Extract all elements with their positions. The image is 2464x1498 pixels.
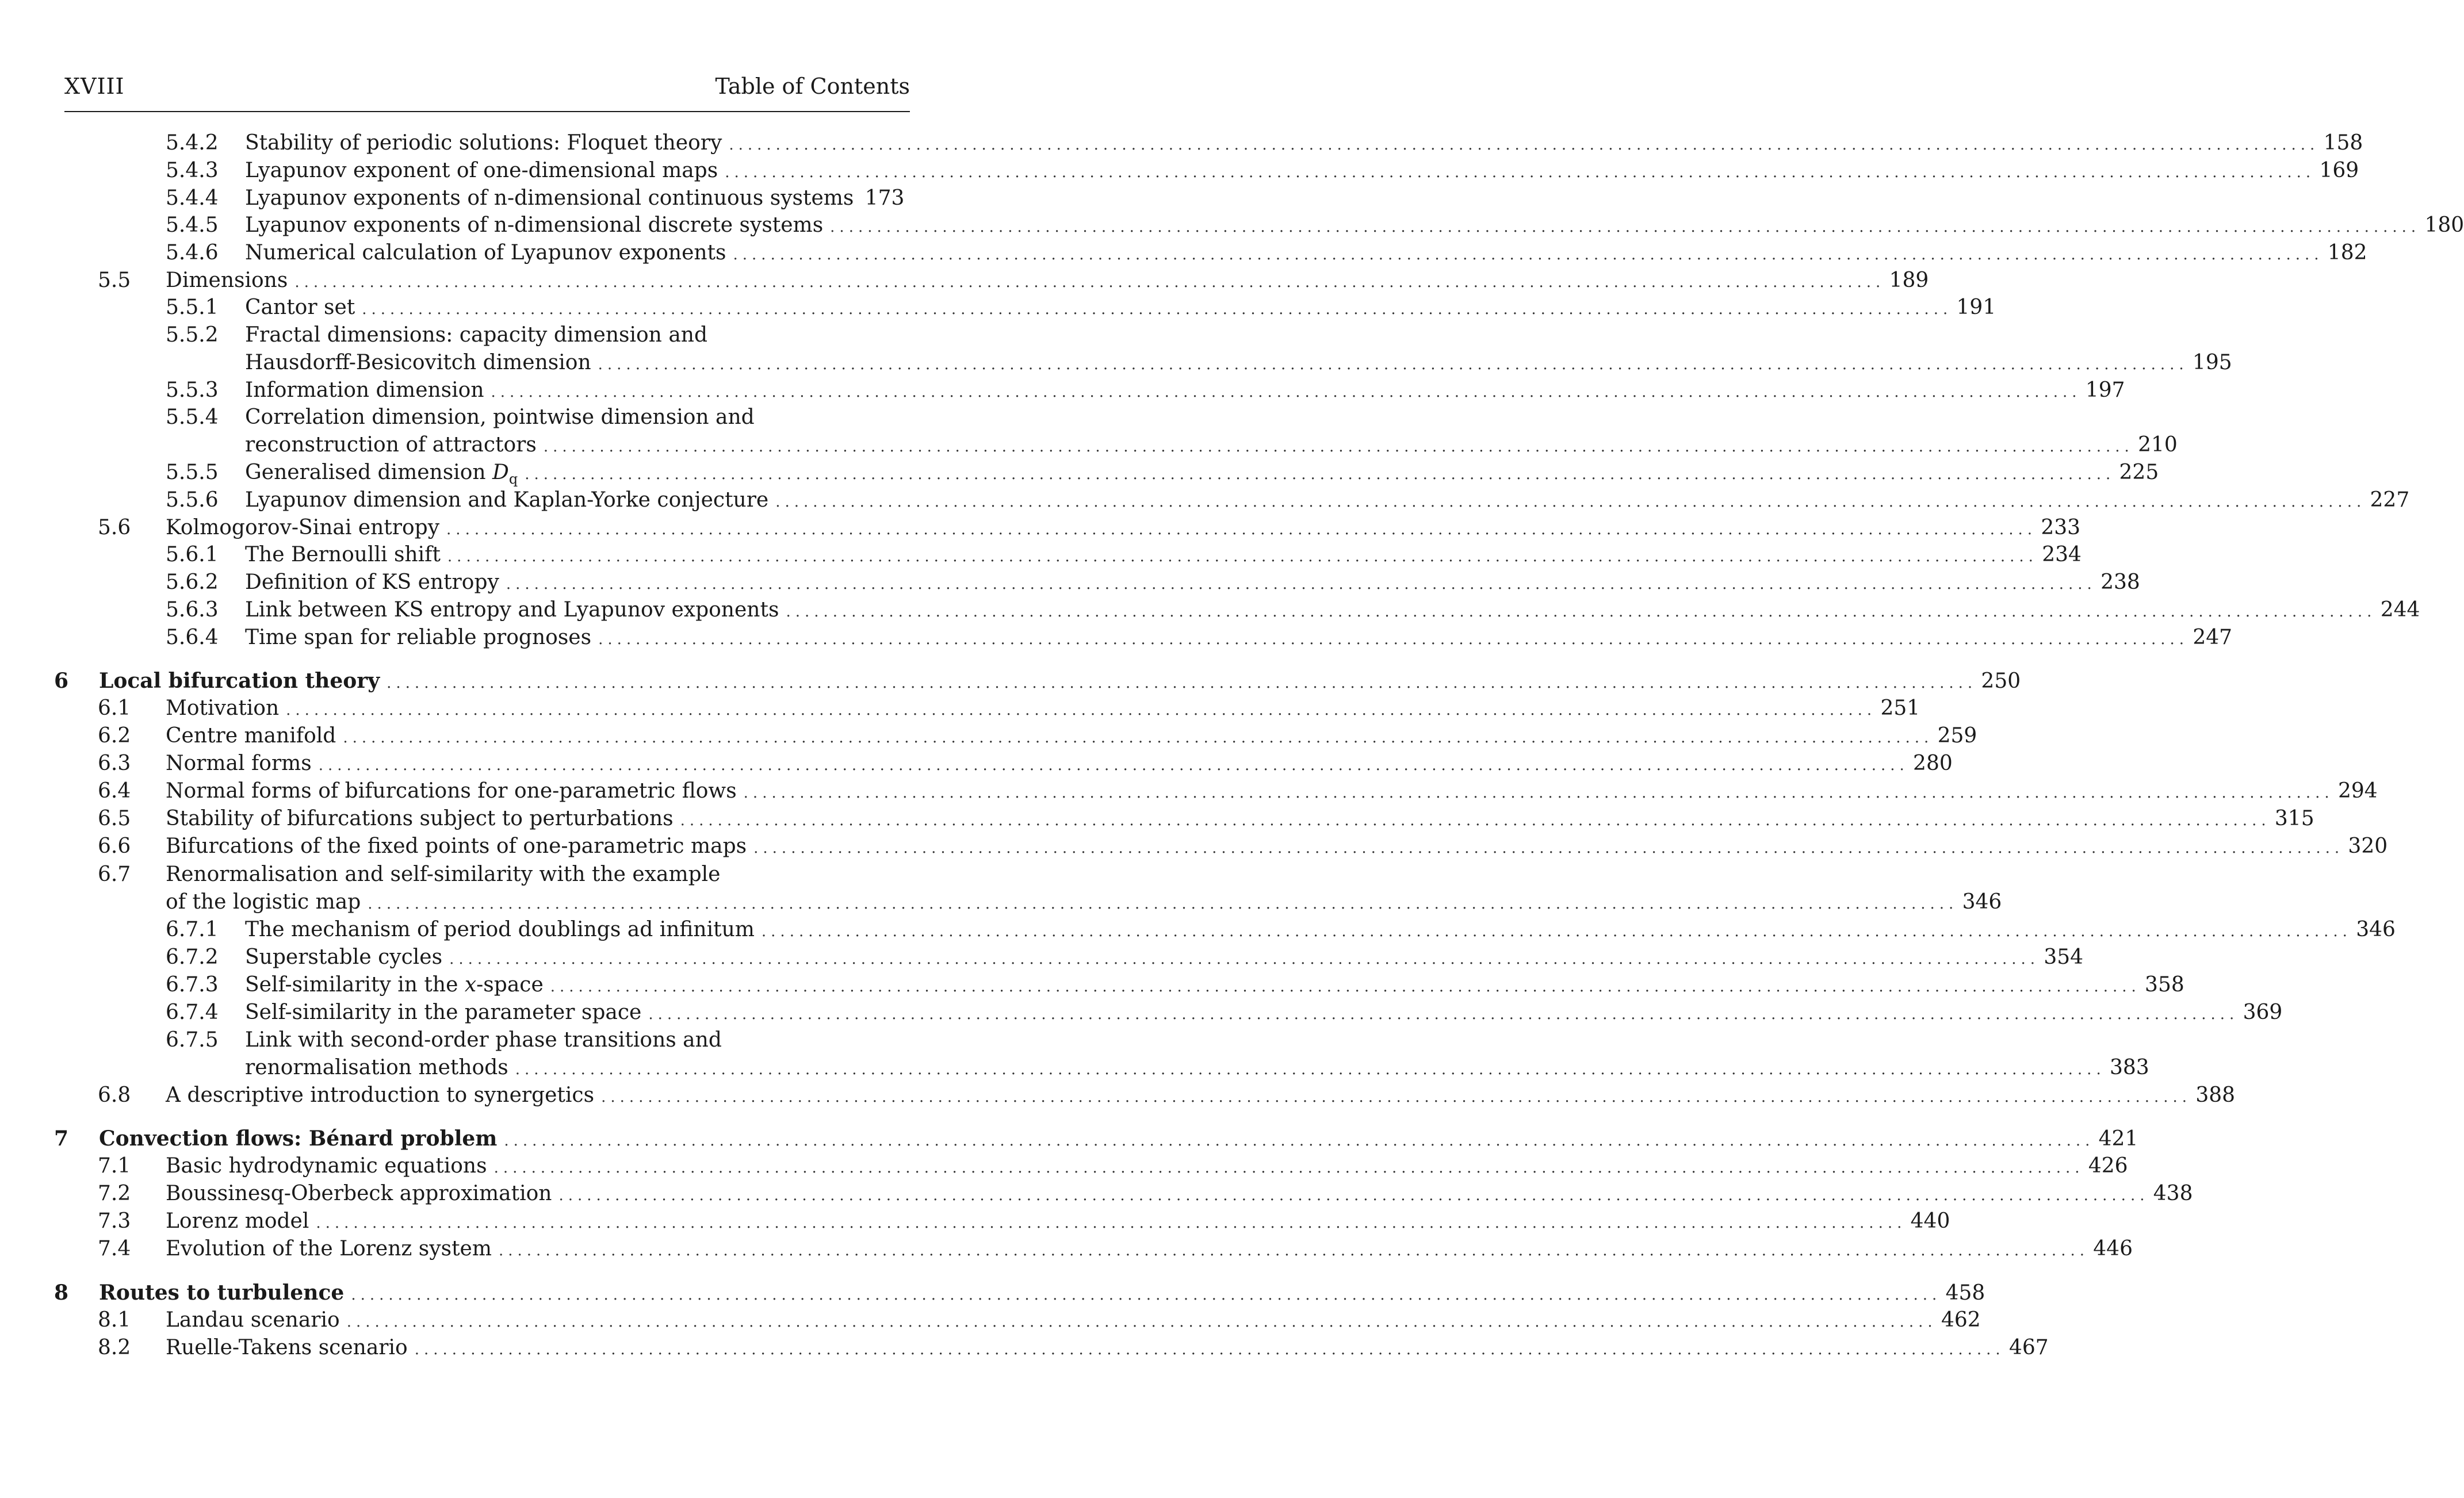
toc-entry-page: 197 <box>2085 378 2125 402</box>
toc-entry-page: 280 <box>1913 752 1953 775</box>
toc-entry-page: 438 <box>2153 1182 2193 1205</box>
toc-entry-title: Kolmogorov-Sinai entropy <box>166 516 440 539</box>
toc-entry-page: 250 <box>1981 669 2021 693</box>
toc-entry-title: Numerical calculation of Lyapunov exponents <box>245 241 726 265</box>
toc-entry-title: Lyapunov exponents of n-dimensional discrete systems <box>245 213 824 237</box>
toc-entry-page: 259 <box>1937 724 1977 748</box>
toc-entry-title: Lyapunov exponents of n-dimensional continuous systems <box>245 186 854 210</box>
toc-chapter-entry[interactable] <box>54 667 2021 697</box>
toc-entry-title: Landau scenario <box>166 1308 340 1332</box>
toc-entry-title: Centre manifold <box>166 724 336 748</box>
toc-entry-page: 191 <box>1956 296 1996 319</box>
dot-leader: .......................................................................................................................................................................... <box>318 757 1909 774</box>
toc-entry-title: Link between KS entropy and Lyapunov exponents <box>245 598 779 622</box>
dot-leader: .......................................................................................................................................................................... <box>504 1132 2095 1150</box>
toc-entry-number: 6.7 <box>98 863 131 886</box>
toc-entry[interactable] <box>98 514 2081 543</box>
toc-entry-title: Bifurcations of the fixed points of one-parametric maps <box>166 834 747 858</box>
dot-leader: .......................................................................................................................................................................... <box>598 631 2189 648</box>
toc-entry-page: 234 <box>2042 543 2082 566</box>
toc-entry-title: Information dimension <box>245 378 484 402</box>
toc-entry[interactable] <box>166 294 1996 323</box>
toc-entry-title-line1: Renormalisation and self-similarity with the example <box>166 863 721 886</box>
toc-entry-title-line1: Fractal dimensions: capacity dimension and <box>245 323 708 347</box>
toc-entry-title: Stability of periodic solutions: Floquet theory <box>245 131 722 155</box>
toc-entry-number: 6.2 <box>98 724 131 748</box>
toc-entry-title: Convection flows: Bénard problem <box>99 1127 498 1151</box>
toc-entry[interactable] <box>245 349 2232 378</box>
toc-entry-number: 5.4.6 <box>166 241 219 265</box>
toc-entry-page: 462 <box>1941 1308 1981 1332</box>
dot-leader: .......................................................................................................................................................................... <box>294 274 1885 291</box>
toc-entry[interactable] <box>98 1180 2193 1209</box>
toc-entry-number: 5.5.5 <box>166 461 219 484</box>
toc-entry-number: 5.6.3 <box>166 598 219 622</box>
dot-leader: .......................................................................................................................................................................... <box>499 1242 2089 1259</box>
toc-entry-number: 6.6 <box>98 834 131 858</box>
toc-entry-page: 440 <box>1910 1209 1950 1233</box>
toc-entry[interactable] <box>98 1082 2236 1111</box>
dot-leader: .......................................................................................................................................................................... <box>493 1159 2084 1177</box>
dot-leader: .......................................................................................................................................................................... <box>447 548 2038 565</box>
toc-entry-title: Lorenz model <box>166 1209 309 1233</box>
toc-entry-page: 346 <box>2356 918 2396 941</box>
dot-leader: .......................................................................................................................................................................... <box>743 784 2334 802</box>
toc-entry-number: 7.2 <box>98 1182 131 1205</box>
dot-leader: .......................................................................................................................................................................... <box>598 356 2188 373</box>
toc-entry-number: 6.7.1 <box>166 918 219 941</box>
toc-entry[interactable] <box>166 888 2002 918</box>
toc-entry[interactable] <box>98 1208 1950 1237</box>
toc-entry-page: 247 <box>2193 626 2233 649</box>
toc-entry-page: 446 <box>2093 1237 2133 1261</box>
toc-entry[interactable] <box>98 695 1920 724</box>
toc-entry-number: 6.4 <box>98 779 131 803</box>
toc-entry-number: 5.5.1 <box>166 296 219 319</box>
toc-entry-page: 173 <box>864 186 905 210</box>
dot-leader: .......................................................................................................................................................................... <box>351 1286 1942 1304</box>
toc-entry-number: 5.4.5 <box>166 213 219 237</box>
toc-entry[interactable] <box>166 212 2464 241</box>
toc-entry-title: reconstruction of attractors <box>245 433 537 457</box>
toc-entry-title: Dimensions <box>166 269 288 292</box>
toc-entry-page: 195 <box>2192 351 2232 374</box>
toc-entry-number: 6.7.3 <box>166 973 219 997</box>
toc-entry[interactable] <box>166 486 2410 516</box>
dot-leader: .......................................................................................................................................................................... <box>543 438 2134 455</box>
toc-entry-page: 180 <box>2424 213 2464 237</box>
toc-entry-title: Motivation <box>166 696 280 720</box>
toc-entry-page: 426 <box>2088 1154 2128 1178</box>
toc-entry-page: 383 <box>2110 1056 2149 1079</box>
toc-entry-page: 251 <box>1880 696 1920 720</box>
toc-entry-page: 182 <box>2327 241 2367 265</box>
dot-leader: .......................................................................................................................................................................... <box>343 729 1934 746</box>
toc-entry-page: 458 <box>1945 1281 1985 1305</box>
toc-entry[interactable] <box>98 1334 2049 1363</box>
toc-entry-page: 225 <box>2119 461 2159 484</box>
toc-entry[interactable] <box>166 624 2233 653</box>
toc-entry-title: Evolution of the Lorenz system <box>166 1237 492 1261</box>
toc-entry-page: 210 <box>2138 433 2178 457</box>
toc-entry-title: Self-similarity in the x-space <box>245 973 544 997</box>
dot-leader: .......................................................................................................................................................................... <box>680 812 2271 829</box>
dot-leader: .......................................................................................................................................................................... <box>362 301 1953 318</box>
toc-entry[interactable] <box>166 916 2396 945</box>
dot-leader: .......................................................................................................................................................................... <box>286 702 1877 719</box>
toc-entry-number: 5.5.4 <box>166 405 219 429</box>
toc-entry-number: 7.1 <box>98 1154 131 1178</box>
dot-leader: .......................................................................................................................................................................... <box>558 1187 2149 1204</box>
toc-entry[interactable] <box>98 805 2314 834</box>
toc-entry[interactable] <box>98 267 1929 296</box>
toc-entry-title: Basic hydrodynamic equations <box>166 1154 487 1178</box>
toc-entry-page: 354 <box>2044 945 2084 969</box>
toc-entry-title: Superstable cycles <box>245 945 443 969</box>
toc-entry[interactable] <box>98 833 2388 862</box>
dot-leader: .......................................................................................................................................................................... <box>515 1061 2106 1078</box>
toc-entry-title: of the logistic map <box>166 890 361 914</box>
dot-leader: .......................................................................................................................................................................... <box>775 493 2366 511</box>
toc-entry-title: Local bifurcation theory <box>99 669 380 693</box>
toc-entry-number: 5.6.1 <box>166 543 219 566</box>
toc-entry-title: Generalised dimension $D_q$ <box>245 461 518 488</box>
toc-chapter-entry[interactable] <box>54 1125 2138 1155</box>
toc-entry-number: 8.2 <box>98 1336 131 1359</box>
dot-leader: .......................................................................................................................................................................... <box>729 136 2320 154</box>
toc-entry[interactable] <box>166 239 2367 269</box>
toc-entry[interactable] <box>166 157 2359 186</box>
toc-entry-title: Definition of KS entropy <box>245 570 499 594</box>
toc-entry-number: 5.6.4 <box>166 626 219 649</box>
toc-entry-number: 5.4.3 <box>166 159 219 182</box>
toc-entry-title: Self-similarity in the parameter space <box>245 1001 642 1024</box>
toc-entry-title-line1: Link with second-order phase transitions and <box>245 1028 722 1052</box>
toc-entry[interactable] <box>166 129 2363 159</box>
toc-entry-number: 5.6.2 <box>166 570 219 594</box>
toc-entry-page: 467 <box>2008 1336 2049 1359</box>
dot-leader: .......................................................................................................................................................................... <box>786 603 2377 620</box>
dot-leader: .......................................................................................................................................................................... <box>753 840 2344 857</box>
toc-entry-number: 5.5.3 <box>166 378 219 402</box>
toc-entry-page: 369 <box>2243 1001 2283 1024</box>
toc-entry-number: 6.8 <box>98 1083 131 1107</box>
toc-entry-page: 233 <box>2041 516 2081 539</box>
toc-entry-page: 238 <box>2100 570 2140 594</box>
page-number-folio: XVIII <box>64 74 125 99</box>
toc-entry-number: 5.5 <box>98 269 131 292</box>
toc-entry-title: Cantor set <box>245 296 355 319</box>
toc-entry-number: 6.7.5 <box>166 1028 219 1052</box>
toc-entry[interactable] <box>166 541 2082 570</box>
toc-entry-title: renormalisation methods <box>245 1056 508 1079</box>
toc-entry[interactable] <box>166 971 2184 1001</box>
toc-entry-page: 388 <box>2195 1083 2236 1107</box>
dot-leader: .......................................................................................................................................................................... <box>446 521 2037 538</box>
toc-entry-page: 169 <box>2319 159 2359 182</box>
dot-leader: .......................................................................................................................................................................... <box>648 1006 2239 1023</box>
toc-entry-title: Normal forms of bifurcations for one-parametric flows <box>166 779 737 803</box>
toc-entry-page: 421 <box>2098 1127 2138 1151</box>
toc-entry-page: 320 <box>2348 834 2388 858</box>
toc-entry-title: Normal forms <box>166 752 312 775</box>
toc-entry[interactable] <box>98 1235 2133 1265</box>
toc-entry-number: 6.7.2 <box>166 945 219 969</box>
toc-entry-title: The mechanism of period doublings ad infinitum <box>245 918 755 941</box>
toc-entry-title: The Bernoulli shift <box>245 543 441 566</box>
dot-leader: .......................................................................................................................................................................... <box>761 923 2352 940</box>
toc-entry-title: Stability of bifurcations subject to perturbations <box>166 807 674 830</box>
toc-entry-title: Lyapunov dimension and Kaplan-Yorke conjecture <box>245 488 769 512</box>
dot-leader: .......................................................................................................................................................................... <box>506 576 2096 593</box>
toc-chapter-entry[interactable] <box>54 1279 1985 1309</box>
dot-leader: .......................................................................................................................................................................... <box>725 164 2316 181</box>
running-title: Table of Contents <box>715 74 910 99</box>
toc-entry[interactable] <box>98 1307 1981 1336</box>
dot-leader: .......................................................................................................................................................................... <box>368 895 1958 913</box>
toc-entry-number: 8 <box>54 1281 69 1305</box>
dot-leader: .......................................................................................................................................................................... <box>733 246 2324 263</box>
toc-entry-number: 6 <box>54 669 69 693</box>
toc-entry-number: 7 <box>54 1127 69 1151</box>
toc-entry[interactable] <box>98 1152 2128 1182</box>
dot-leader: .......................................................................................................................................................................... <box>601 1089 2192 1106</box>
toc-entry-title: Hausdorff-Besicovitch dimension <box>245 351 591 374</box>
dot-leader: .......................................................................................................................................................................... <box>550 978 2141 995</box>
toc-entry-page: 315 <box>2274 807 2314 830</box>
toc-entry-number: 5.5.6 <box>166 488 219 512</box>
toc-entry-number: 7.3 <box>98 1209 131 1233</box>
toc-entry-page: 227 <box>2370 488 2410 512</box>
dot-leader: .......................................................................................................................................................................... <box>449 951 2040 968</box>
toc-entry[interactable] <box>98 750 1953 779</box>
toc-entry-title: Routes to turbulence <box>99 1281 345 1305</box>
dot-leader: .......................................................................................................................................................................... <box>830 219 2421 236</box>
dot-leader: .......................................................................................................................................................................... <box>414 1341 2005 1358</box>
toc-entry-page: 294 <box>2337 779 2378 803</box>
toc-entry-title: Boussinesq-Oberbeck approximation <box>166 1182 552 1205</box>
toc-entry[interactable] <box>166 944 2084 973</box>
toc-entry[interactable] <box>245 1054 2149 1083</box>
toc-entry-page: 358 <box>2145 973 2184 997</box>
toc-entry[interactable] <box>98 777 2378 807</box>
toc-entry[interactable] <box>245 431 2178 461</box>
toc-entry-number: 5.4.4 <box>166 186 219 210</box>
toc-entry-number: 6.7.4 <box>166 1001 219 1024</box>
dot-leader: .......................................................................................................................................................................... <box>346 1313 1937 1331</box>
dot-leader: .......................................................................................................................................................................... <box>491 384 2082 401</box>
dot-leader: .......................................................................................................................................................................... <box>525 466 2115 483</box>
toc-entry-number: 6.1 <box>98 696 131 720</box>
toc-entry[interactable] <box>166 596 2420 626</box>
toc-entry-number: 6.5 <box>98 807 131 830</box>
toc-entry-page: 346 <box>1962 890 2002 914</box>
toc-entry[interactable] <box>166 569 2140 598</box>
toc-entry-number: 5.4.2 <box>166 131 219 155</box>
toc-entry-number: 7.4 <box>98 1237 131 1261</box>
toc-entry-title-line1: Correlation dimension, pointwise dimension and <box>245 405 755 429</box>
toc-entry-title: Ruelle-Takens scenario <box>166 1336 408 1359</box>
toc-entry-page: 189 <box>1889 269 1929 292</box>
toc-entry-number: 5.5.2 <box>166 323 219 347</box>
toc-entry-number: 6.3 <box>98 752 131 775</box>
toc-entry-title: Time span for reliable prognoses <box>245 626 592 649</box>
toc-entry-page: 244 <box>2380 598 2420 622</box>
toc-entry[interactable] <box>166 999 2283 1028</box>
toc-entry-title: Lyapunov exponent of one-dimensional maps <box>245 159 718 182</box>
toc-entry[interactable] <box>166 377 2125 406</box>
toc-entry-page: 158 <box>2323 131 2363 155</box>
toc-entry[interactable] <box>98 722 1977 752</box>
dot-leader: .......................................................................................................................................................................... <box>316 1215 1907 1232</box>
toc-entry-number: 8.1 <box>98 1308 131 1332</box>
toc-entry-title: A descriptive introduction to synergetics <box>166 1083 595 1107</box>
toc-entry-number: 5.6 <box>98 516 131 539</box>
toc-entry[interactable] <box>166 185 905 214</box>
dot-leader: .......................................................................................................................................................................... <box>387 675 1977 692</box>
